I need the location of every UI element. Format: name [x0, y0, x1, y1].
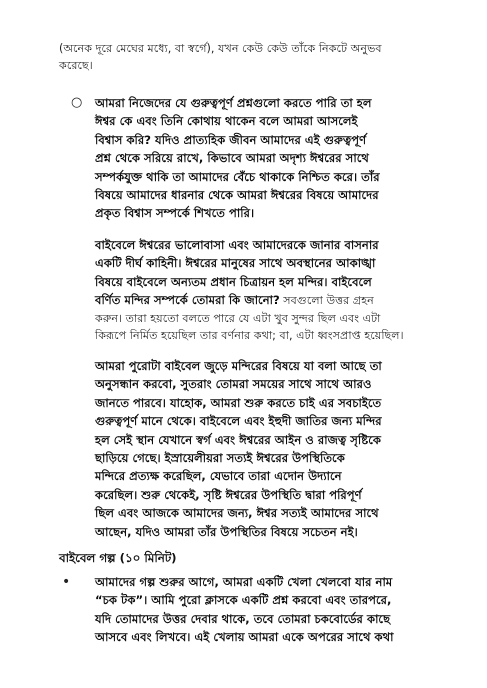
hollow-circle-bullet-icon: ○	[71, 95, 83, 110]
question-text: বর্ণিত মন্দির সম্পর্কে তোমরা কি জানো?	[95, 293, 280, 308]
sub-bullet-line: প্রকৃত বিশ্বাস সম্পর্কে শিখতে পারি।	[95, 206, 255, 221]
bullet-line: “চক টক”। আমি পুরো ক্লাসকে একটি প্রশ্ন করবো এবং তারপরে,	[95, 593, 392, 608]
paragraph-line: জানতে পারবে। যাহোক, আমরা শুরু করতে চাই এর সবচাইতে	[95, 395, 382, 410]
instruction-line: করুন। তারা হয়তো বলতে পারে যে এটা খুব সুন্দর ছিল এবং এটা	[95, 312, 381, 325]
paragraph-line: বিষয়ে বাইবেলে অন্যতম প্রধান চিত্রায়ন হল মন্দির। বাইবেলে	[95, 274, 372, 289]
sub-bullet-paragraph	[95, 94, 380, 223]
sub-bullet-line: বিষয়ে আমাদের ধারনার থেকে আমরা ঈশ্বরের বিষয়ে আমাদের	[95, 188, 379, 203]
paragraph-line: ছিল এবং আজকে আমাদের জন্য, ঈশ্বর সত্যই আমাদের সাথে	[95, 506, 379, 521]
paragraph-line: করেছিল। শুরু থেকেই, সৃষ্টি ঈশ্বরের উপস্থিতি দ্বারা পরিপূর্ণ	[95, 487, 362, 502]
sub-bullet-line: ঈশ্বর কে এবং তিনি কোথায় থাকেন বলে আমরা আসলেই	[95, 114, 358, 129]
paragraph-line: বাইবেলে ঈশ্বরের ভালোবাসা এবং আমাদেরকে জানার বাসনার	[95, 238, 379, 252]
intro-line: (অনেক দূরে মেঘের মধ্যে, বা স্বর্গে), যখন কেউ কেউ তাঁকে নিকটে অনুভব	[59, 42, 382, 55]
sub-bullet-line: প্রশ্ন থেকে সরিয়ে রাখে, কিভাবে আমরা অদৃশ্য ঈশ্বরের সাথে	[95, 151, 369, 166]
instruction-line: কিরূপে নির্মিত হয়েছিল তার বর্ণনার কথা; বা, এটা ধ্বংসপ্রাপ্ত হয়েছিল।	[95, 329, 404, 342]
bullet-paragraph	[95, 573, 394, 647]
filled-bullet-icon: •	[62, 574, 71, 590]
instruction-text: সবগুলো উত্তর গ্রহন	[279, 294, 374, 308]
temple-intro-paragraph	[95, 236, 379, 311]
instruction-paragraph	[95, 310, 404, 344]
sub-bullet-line: সম্পর্কযুক্ত থাকি তা আমাদের বেঁচে থাকাকে নিশ্চিত করে। তাঁর	[95, 169, 380, 184]
intro-paragraph	[59, 40, 382, 74]
paragraph-line: গুরুত্বপূর্ণ মানে থেকে। বাইবেলে এবং ইহুদী জাতির জন্য মন্দির	[95, 414, 382, 429]
paragraph-line: ছাড়িয়ে গেছে। ইস্রায়েলীয়রা সত্যই ঈশ্বরের উপস্থিতিকে	[95, 451, 345, 466]
paragraph-line	[95, 291, 379, 310]
sub-bullet-line: আমরা নিজেদের যে গুরুত্বপূর্ণ প্রশ্নগুলো করতে পারি তা হল	[95, 96, 372, 110]
paragraph-line: হল সেই স্থান যেখানে স্বর্গ এবং ঈশ্বরের আইন ও রাজত্ব সৃষ্টিকে	[95, 432, 381, 447]
bullet-line: আসবে এবং লিখবে। এই খেলায় আমরা একে অপরের সাথে কথা	[95, 630, 394, 645]
bullet-line: আমাদের গল্প শুরুর আগে, আমরা একটি খেলা খেলবো যার নাম	[95, 575, 393, 589]
paragraph-line: আছেন, যদিও আমরা তাঁর উপস্থিতির বিষয়ে সচেতন নই।	[95, 524, 358, 539]
paragraph-line: মন্দিরে প্রত্যক্ষ করেছিল, যেভাবে তারা এদোন উদ্যানে	[95, 469, 342, 484]
temple-meaning-paragraph	[95, 357, 382, 541]
bullet-line: যদি তোমাদের উত্তর দেবার থাকে, তবে তোমরা চকবোর্ডের কাছে	[95, 611, 391, 626]
sub-bullet-line: বিশ্বাস করি? যদিও প্রাত্যহিক জীবন আমাদের এই গুরুত্বপূর্ণ	[95, 132, 367, 147]
section-heading: বাইবেল গল্প (১০ মিনিট)	[59, 551, 177, 565]
paragraph-line: অনুসন্ধান করবো, সুতরাং তোমরা সময়ের সাথে সাথে আরও	[95, 377, 372, 392]
paragraph-line: আমরা পুরোটা বাইবেল জুড়ে মন্দিরের বিষয়ে যা বলা আছে তা	[95, 359, 382, 373]
intro-line: করেছে।	[59, 59, 93, 72]
paragraph-line: একটি দীর্ঘ কাহিনী। ঈশ্বরের মানুষের সাথে অবস্থানের আকাঙ্খা	[95, 256, 376, 271]
